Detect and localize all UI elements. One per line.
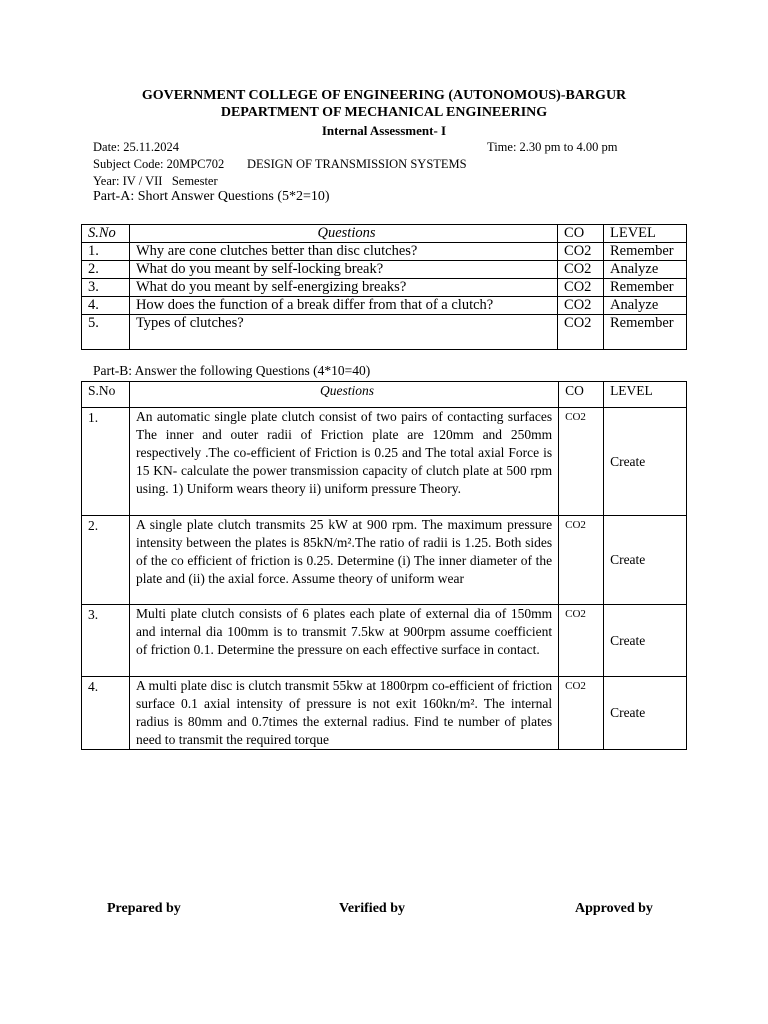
approved-by-label: Approved by [575, 901, 653, 916]
year-semester: Year: IV / VII Semester [93, 174, 218, 188]
row-sno: 5. [82, 315, 130, 350]
column-header-sno: S.No [82, 225, 130, 243]
row-question: Multi plate clutch consists of 6 plates each plate of external dia of 150mm and internal dia 100mm is to transmit 7.5kw at 900rpm assume coefficient of friction 0.1. Determine the pressure on each effective surface in contact. [129, 605, 558, 677]
row-question: What do you meant by self-energizing breaks? [129, 279, 557, 297]
part-a-title: Part-A: Short Answer Questions (5*2=10) [93, 189, 330, 204]
row-level: Create [604, 516, 687, 605]
table-row [82, 243, 687, 261]
row-co: CO2 [558, 243, 604, 261]
row-question: An automatic single plate clutch consist of two pairs of contacting surfaces The inner and outer radii of Friction plate are 120mm and 250mm respectively .The co-efficient of Friction is 0.25 and The total axial Force is 15 KN- calculate the power transmission capacity of clutch plate at 500 rpm using. 1) Uniform wears theory ii) uniform pressure Theory. [129, 408, 558, 516]
row-sno: 2. [82, 516, 130, 605]
table-row [82, 297, 687, 315]
row-question: Why are cone clutches better than disc clutches? [129, 243, 557, 261]
subject-code: Subject Code: 20MPC702 [93, 157, 225, 171]
row-sno: 1. [82, 243, 130, 261]
table-header-row [82, 382, 687, 408]
row-level: Analyze [604, 297, 687, 315]
column-header-level: LEVEL [604, 225, 687, 243]
row-sno: 3. [82, 605, 130, 677]
subject-name: DESIGN OF TRANSMISSION SYSTEMS [247, 157, 467, 171]
row-question: How does the function of a break differ from that of a clutch? [129, 297, 557, 315]
column-header-sno: S.No [82, 382, 130, 408]
row-level: Remember [604, 279, 687, 297]
exam-date: Date: 25.11.2024 [93, 140, 179, 154]
row-co: CO2 [558, 315, 604, 350]
row-question: A multi plate disc is clutch transmit 55kw at 1800rpm co-efficient of friction surface 0.1 axial intensity of pressure is not exit 160kn/m². The internal radius is 80mm and 0.7times the external radius. Find te number of plates need to transmit the required torque [129, 677, 558, 750]
row-sno: 4. [82, 677, 130, 750]
column-header-questions: Questions [129, 382, 558, 408]
column-header-questions: Questions [129, 225, 557, 243]
column-header-level: LEVEL [604, 382, 687, 408]
table-header-row [82, 225, 687, 243]
row-co: CO2 [559, 516, 604, 605]
row-sno: 3. [82, 279, 130, 297]
row-question: A single plate clutch transmits 25 kW at 900 rpm. The maximum pressure intensity between the plates is 85kN/m².The ratio of radii is 1.25. Both sides of the co efficient of friction is 0.25. Determine (i) The inner diameter of the plate and (ii) the axial force. Assume theory of uniform wear [129, 516, 558, 605]
row-level: Analyze [604, 261, 687, 279]
exam-title: Internal Assessment- I [321, 123, 447, 138]
row-level: Create [604, 677, 687, 750]
row-co: CO2 [558, 261, 604, 279]
row-level: Create [604, 605, 687, 677]
row-level: Create [604, 408, 687, 516]
row-question: What do you meant by self-locking break? [129, 261, 557, 279]
row-sno: 1. [82, 408, 130, 516]
row-co: CO2 [558, 279, 604, 297]
table-row [82, 605, 687, 677]
row-question: Types of clutches? [129, 315, 557, 350]
row-sno: 4. [82, 297, 130, 315]
table-row [82, 279, 687, 297]
table-row [82, 516, 687, 605]
row-level: Remember [604, 243, 687, 261]
table-row [82, 677, 687, 750]
part-a-table [81, 224, 687, 350]
row-level: Remember [604, 315, 687, 350]
part-b-title: Part-B: Answer the following Questions (4*10=40) [93, 363, 371, 378]
column-header-co: CO [559, 382, 604, 408]
exam-time: Time: 2.30 pm to 4.00 pm [487, 140, 618, 154]
table-row [82, 261, 687, 279]
column-header-co: CO [558, 225, 604, 243]
row-co: CO2 [558, 297, 604, 315]
row-co: CO2 [559, 605, 604, 677]
row-sno: 2. [82, 261, 130, 279]
college-name: GOVERNMENT COLLEGE OF ENGINEERING (AUTONOMOUS)-BARGUR [141, 88, 627, 103]
department-name: DEPARTMENT OF MECHANICAL ENGINEERING [220, 105, 548, 120]
table-row [82, 315, 687, 350]
table-row [82, 408, 687, 516]
row-co: CO2 [559, 677, 604, 750]
part-b-table [81, 381, 687, 750]
prepared-by-label: Prepared by [107, 901, 181, 916]
verified-by-label: Verified by [339, 901, 405, 916]
row-co: CO2 [559, 408, 604, 516]
